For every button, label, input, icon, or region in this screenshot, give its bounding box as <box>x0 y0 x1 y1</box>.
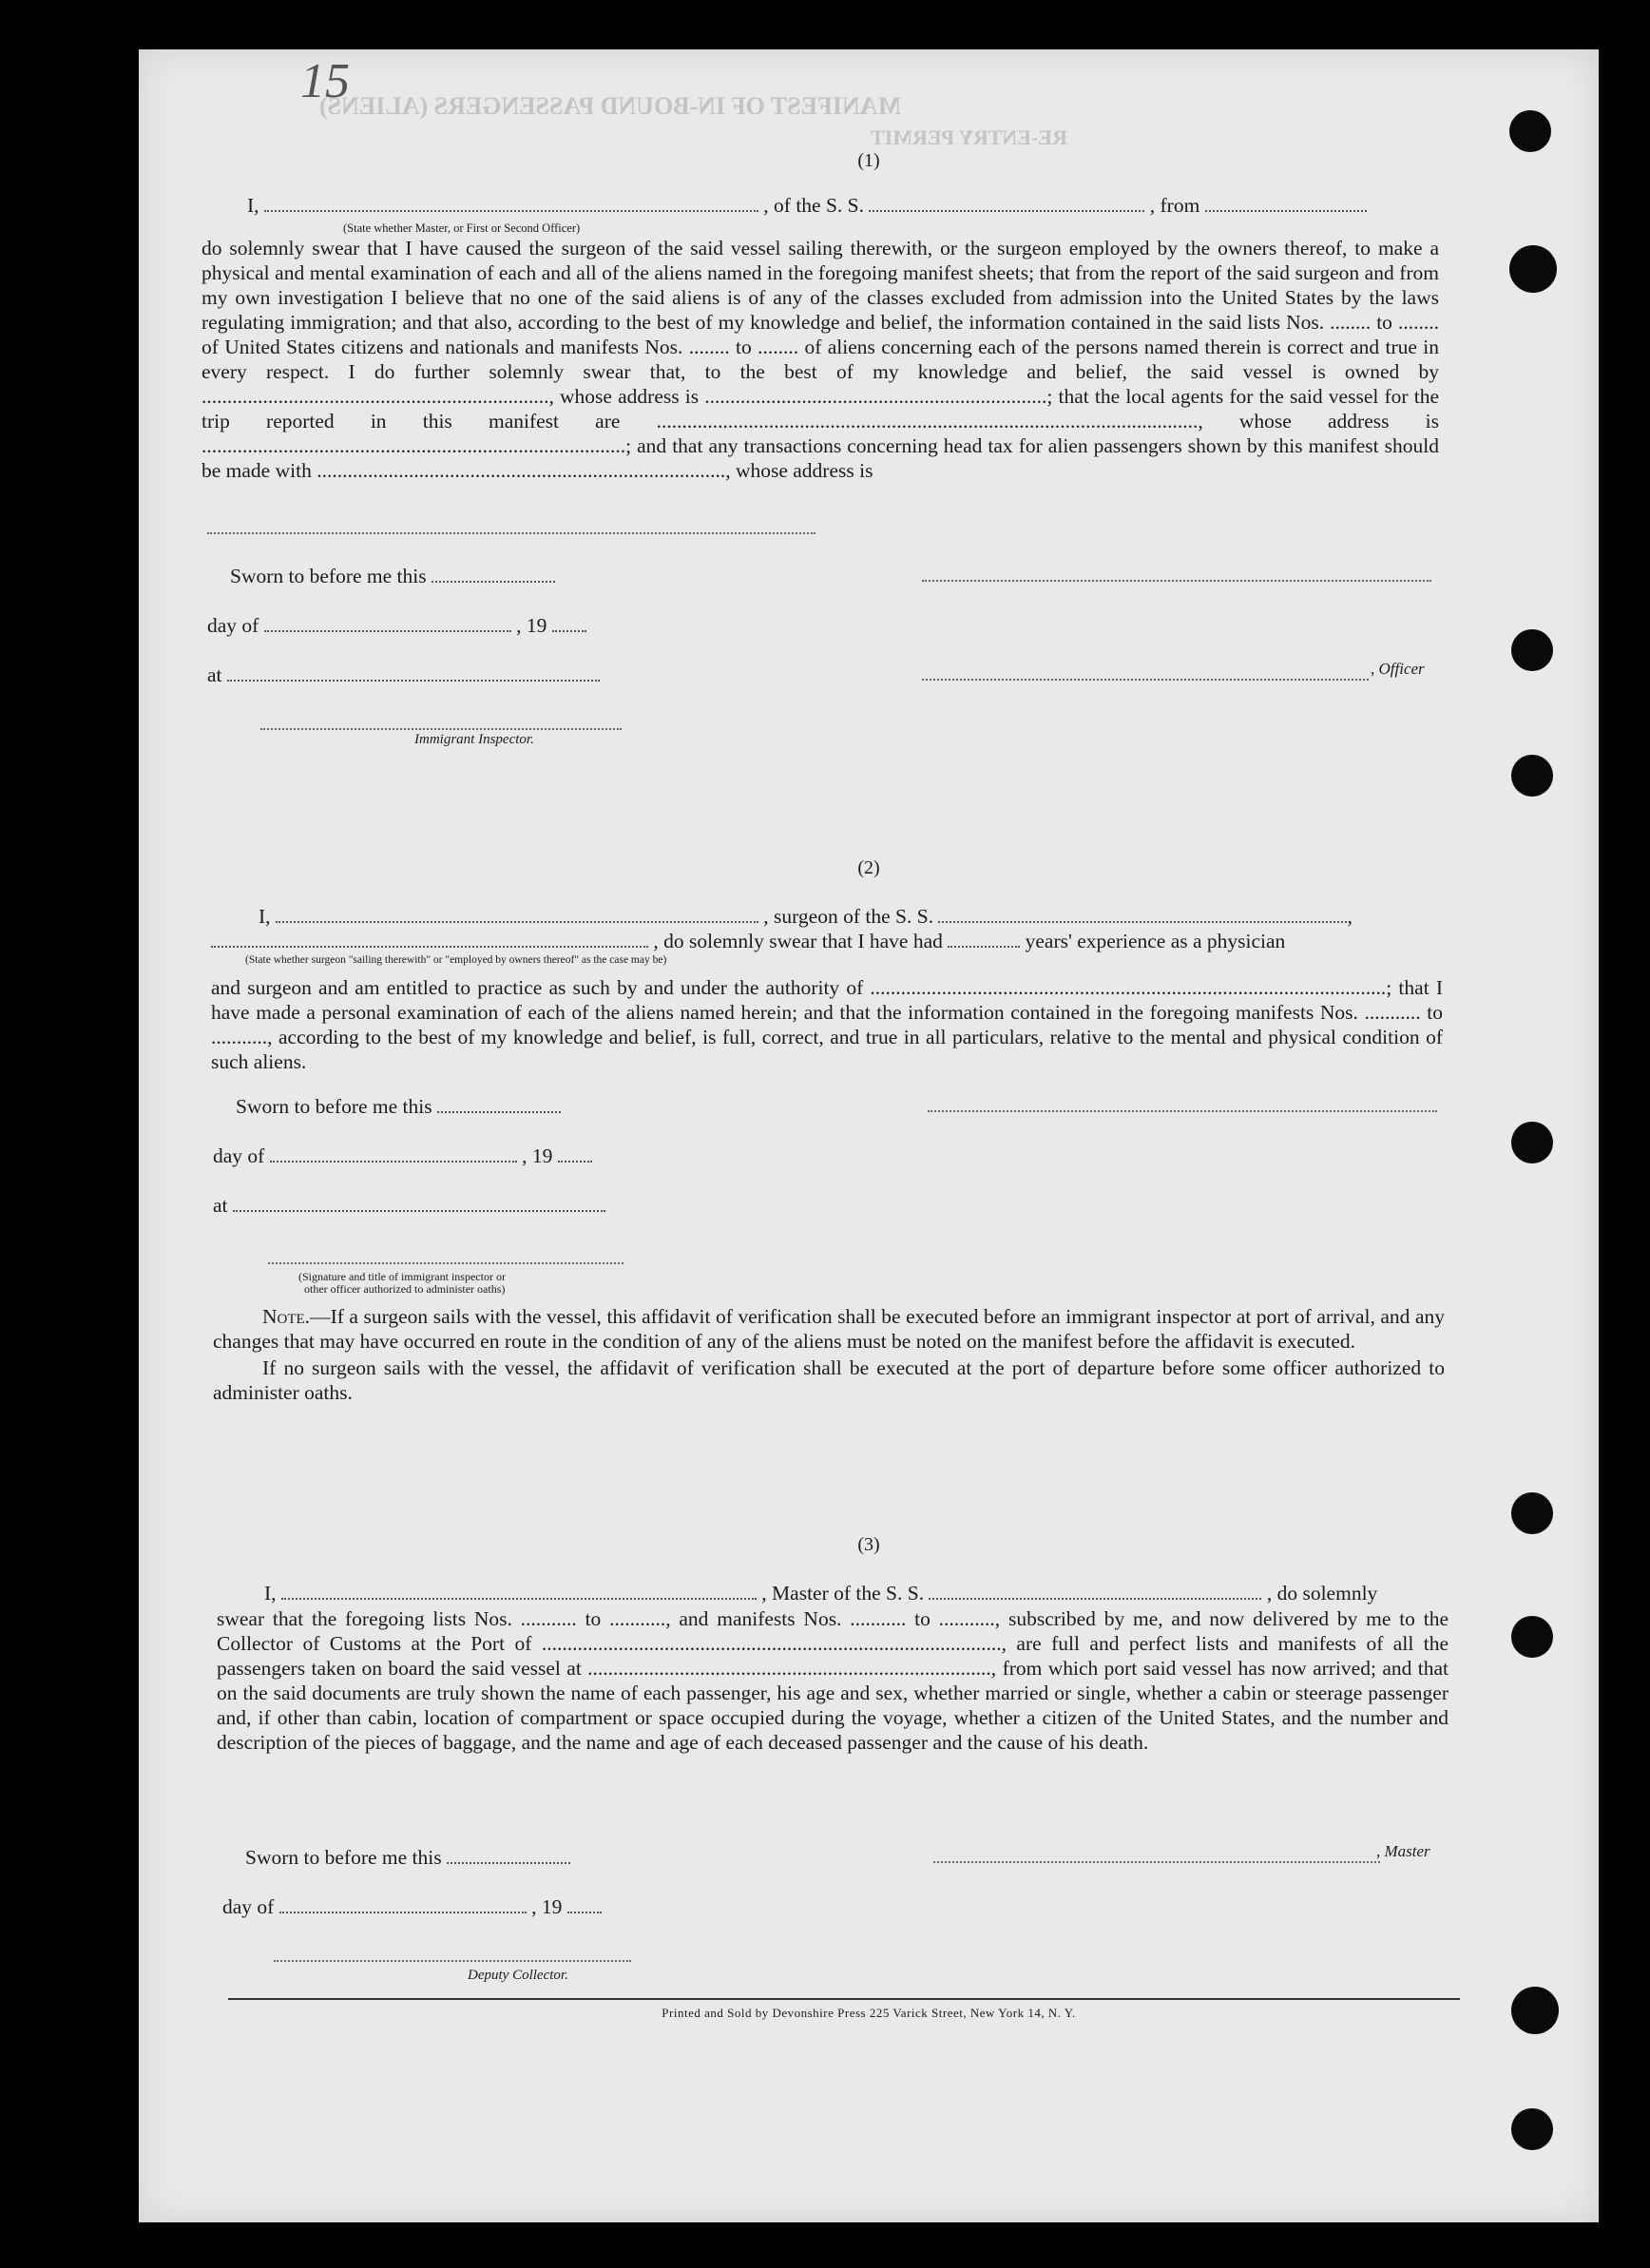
punch-hole <box>1509 245 1557 293</box>
officer-signature-line[interactable] <box>922 677 1369 681</box>
master-of-text: , Master of the S. S. <box>761 1582 925 1605</box>
surgeon-status-field[interactable] <box>211 932 648 948</box>
surgeon-signature-line[interactable] <box>928 1108 1437 1112</box>
bleed-through-text: RE-ENTRY PERMIT <box>871 125 1067 149</box>
sworn-date-field[interactable] <box>437 1098 561 1113</box>
section-1-opening <box>247 194 1367 218</box>
collector-signature-line[interactable] <box>274 1958 631 1962</box>
surgeon-caption: (State whether surgeon "sailing therewith" or "employed by owners thereof" as the case may be) <box>245 954 667 966</box>
printer-imprint: Printed and Sold by Devonshire Press 225 Varick Street, New York 14, N. Y. <box>662 2006 1076 2020</box>
section-1-body <box>201 236 1439 483</box>
note-text: —If a surgeon sails with the vessel, this affidavit of verification shall be executed before an immigrant inspector at port of arrival, and any changes that may have occurred en route in the condition of any of the aliens must be noted on the manifest before the affidavit is executed. <box>213 1305 1445 1353</box>
inspector-signature-line[interactable] <box>268 1260 624 1264</box>
sworn-text: Sworn to before me this <box>236 1095 432 1118</box>
surgeon-name-field[interactable] <box>276 908 758 923</box>
inspector-label: Immigrant Inspector. <box>414 732 534 747</box>
section-3-body <box>217 1606 1449 1755</box>
opening-caption: (State whether Master, or First or Second Officer) <box>343 221 581 235</box>
section-1-body-text: do solemnly swear that I have caused the surgeon of the said vessel sailing therewith, or the surgeon employed by the owners thereof, to make a physical and mental examination of each and all of the aliens named in the foregoing manifest sheets; that from the report of the said surgeon and from my own investigation I believe that no one of the said aliens is of any of the classes excluded from admission into the United States by the laws regulating immigration; and that also, according to the best of my knowledge and belief, the information contained in the said lists Nos. ........ to ........ of United States citizens and nationals and manifests Nos. ........ to ........ of aliens concerning each of the persons named therein is correct and true in every respect. I do further solemnly swear that, to the best of my knowledge and belief, the said vessel is owned by ...................................................................., whose address is ...................................................................; that the local agents for the said vessel for the trip reported in this manifest are .........................................................................................................., whose address is ...................................................................................; and that any transactions concerning head tax for alien passengers shown by this manifest should be made with ................................................................................, whose address is <box>201 237 1439 482</box>
bleed-through-text: MANIFEST OF IN-BOUND PASSENGERS (ALIENS) <box>319 92 902 120</box>
signature-caption-1: (Signature and title of immigrant inspector or <box>298 1270 506 1283</box>
day-of-text: day of <box>213 1144 265 1167</box>
inspector-signature-line[interactable] <box>260 726 622 730</box>
note-paragraph-2: If no surgeon sails with the vessel, the affidavit of verification shall be executed at the port of departure before some officer authorized to administer oaths. <box>213 1356 1445 1404</box>
year-text: , 19 <box>531 1895 563 1918</box>
punch-hole <box>1511 1122 1553 1163</box>
year-field[interactable] <box>552 617 586 632</box>
do-solemnly-text: , do solemnly <box>1266 1582 1378 1605</box>
sworn-label <box>236 1095 561 1119</box>
from-port-field[interactable] <box>1205 197 1367 212</box>
sworn-label <box>230 565 555 588</box>
punch-hole <box>1511 1492 1553 1534</box>
vessel-name-field[interactable] <box>869 197 1144 212</box>
at-label <box>213 1194 605 1218</box>
footer-rule <box>228 1998 1460 2000</box>
sworn-date-field[interactable] <box>432 567 555 583</box>
punch-hole <box>1509 110 1551 152</box>
note-block <box>213 1304 1445 1405</box>
day-of-field[interactable] <box>264 617 511 632</box>
of-ss-text: , of the S. S. <box>763 194 865 217</box>
sworn-label <box>245 1846 570 1870</box>
section-3-opening <box>264 1582 1377 1605</box>
section-2-line-2 <box>211 930 1285 953</box>
day-of-text: day of <box>207 614 259 637</box>
master-label: , Master <box>1376 1842 1430 1860</box>
years-field[interactable] <box>948 932 1020 948</box>
year-field[interactable] <box>567 1898 602 1913</box>
from-text: , from <box>1149 194 1200 217</box>
year-field[interactable] <box>558 1147 592 1163</box>
year-text: , 19 <box>522 1144 553 1167</box>
years-text: years' experience as a physician <box>1025 930 1286 952</box>
day-of-field[interactable] <box>279 1898 527 1913</box>
sworn-text: Sworn to before me this <box>245 1846 442 1869</box>
solemnly-text: , do solemnly swear that I have had <box>653 930 943 952</box>
master-name-field[interactable] <box>281 1585 757 1600</box>
section-2-body-text: and surgeon and am entitled to practice as such by and under the authority of .....................................................................................................; that I have made a personal examination of each of the aliens named herein; and that the information contained in the foregoing manifests Nos. ........... to ..........., according to the best of my knowledge and belief, is full, correct, and true in all particulars, relative to the mental and physical condition of such aliens. <box>211 976 1443 1073</box>
day-of-field[interactable] <box>270 1147 517 1163</box>
vessel-name-field[interactable] <box>938 908 1347 923</box>
note-paragraph-1 <box>213 1304 1445 1354</box>
opening-text: I, <box>247 194 259 217</box>
opening-text: I, <box>264 1582 277 1605</box>
punch-hole <box>1511 755 1553 797</box>
at-text: at <box>213 1194 228 1217</box>
day-of-text: day of <box>222 1895 275 1918</box>
master-signature-line[interactable] <box>933 1859 1380 1863</box>
at-text: at <box>207 663 222 686</box>
note-label: Note. <box>262 1305 311 1328</box>
document-page <box>139 49 1599 2222</box>
day-of-label <box>207 614 586 638</box>
at-label <box>207 663 600 687</box>
address-line[interactable] <box>207 530 815 534</box>
vessel-name-field[interactable] <box>929 1585 1261 1600</box>
officer-label: , Officer <box>1371 660 1425 678</box>
section-3-body-text: swear that the foregoing lists Nos. ........... to ..........., and manifests Nos. ........... to ..........., subscribed by me, and now delivered by me to the Collector of Customs at the Port of .........................................................................................., are full and perfect lists and manifests of all the passengers taken on board the said vessel at ..............................................................................., from which port said vessel has now arrived; and that on the said documents are truly shown the name of each passenger, his age and sex, whether married or single, whether a cabin or steerage passenger and, if other than cabin, location of compartment or space occupied during the voyage, whether a citizen of the United States, and the number and description of the pieces of baggage, and the name and age of each deceased passenger and the cause of his death. <box>217 1607 1449 1754</box>
at-field[interactable] <box>227 666 600 682</box>
punch-hole <box>1511 629 1553 671</box>
section-1-number: (1) <box>857 150 880 171</box>
master-signature-line[interactable] <box>922 578 1431 582</box>
surgeon-of-text: , surgeon of the S. S. <box>763 905 934 928</box>
opening-text: I, <box>259 905 271 928</box>
section-3-number: (3) <box>857 1534 880 1555</box>
punch-hole <box>1511 1616 1553 1658</box>
section-2-body <box>211 975 1443 1074</box>
punch-hole <box>1511 2108 1553 2150</box>
year-text: , 19 <box>516 614 547 637</box>
section-2-opening: I, , surgeon of the S. S. , <box>259 905 1353 928</box>
sworn-text: Sworn to before me this <box>230 565 427 587</box>
master-name-field[interactable] <box>264 197 758 212</box>
day-of-label <box>222 1895 602 1919</box>
signature-caption-2: other officer authorized to administer oaths) <box>304 1282 506 1296</box>
collector-label: Deputy Collector. <box>468 1968 568 1983</box>
sworn-date-field[interactable] <box>447 1849 570 1864</box>
at-field[interactable] <box>233 1197 605 1212</box>
section-2-number: (2) <box>857 857 880 878</box>
day-of-label <box>213 1144 592 1168</box>
handwritten-page-number: 15 <box>300 54 350 108</box>
